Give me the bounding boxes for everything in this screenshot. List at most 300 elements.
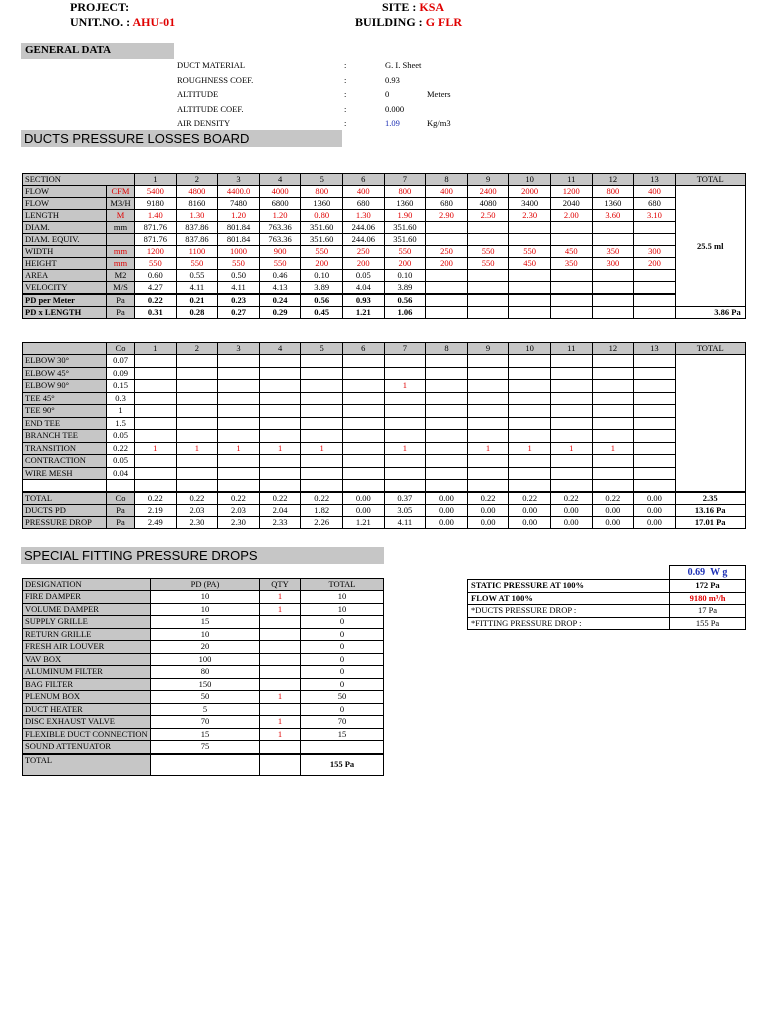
fitting-total-row <box>23 505 746 517</box>
fitting-co: 0.04 <box>107 467 135 480</box>
fitting-cell <box>301 392 343 405</box>
row-unit: Pa <box>107 307 135 319</box>
row-cell: 871.76 <box>135 234 177 246</box>
row-cell <box>426 222 468 234</box>
section-col-header: 11 <box>550 174 592 186</box>
fitting-total-cell: 0.00 <box>592 505 634 517</box>
row-cell: 300 <box>592 258 634 270</box>
row-cell: 244.06 <box>342 222 384 234</box>
special-fittings-table <box>22 578 384 776</box>
fitting-total-cell: 0.00 <box>426 492 468 505</box>
row-cell: 837.86 <box>176 234 218 246</box>
special-pd: 70 <box>151 716 260 729</box>
fitting-cell <box>135 405 177 418</box>
row-cell: 1.21 <box>342 307 384 319</box>
special-total: 0 <box>301 616 384 629</box>
fitting-cell <box>301 417 343 430</box>
row-label: VELOCITY <box>23 282 107 295</box>
row-cell: 801.84 <box>218 234 260 246</box>
row-cell: 400 <box>342 186 384 198</box>
fitting-total-cell: 4.11 <box>384 517 426 529</box>
ducts-row <box>23 282 746 295</box>
special-pd: 50 <box>151 691 260 704</box>
fitting-total-cell: 0.22 <box>301 492 343 505</box>
fitting-co: 1.5 <box>107 417 135 430</box>
fitting-row <box>23 467 746 480</box>
ducts-title-bar <box>21 130 342 147</box>
row-unit: M3/H <box>107 198 135 210</box>
row-cell: 1200 <box>550 186 592 198</box>
fitting-cell <box>550 405 592 418</box>
row-cell: 801.84 <box>218 222 260 234</box>
special-total: 0 <box>301 678 384 691</box>
fitting-label: TRANSITION <box>23 442 107 455</box>
designation-header: DESIGNATION <box>23 579 151 591</box>
row-cell: 1360 <box>592 198 634 210</box>
fitting-col-header: 13 <box>634 343 676 355</box>
ducts-row <box>23 234 746 246</box>
special-qty <box>260 678 301 691</box>
fitting-cell <box>592 430 634 443</box>
row-cell <box>550 234 592 246</box>
total-length: 25.5 ml <box>675 186 745 307</box>
row-cell <box>467 282 509 295</box>
special-qty: 1 <box>260 691 301 704</box>
fitting-cell <box>384 392 426 405</box>
fitting-cell <box>509 380 551 393</box>
fitting-cell: 1 <box>259 442 301 455</box>
fitting-cell <box>550 380 592 393</box>
general-row-sep: : <box>344 118 347 128</box>
fitting-cell <box>467 430 509 443</box>
row-cell: 1.20 <box>218 210 260 222</box>
row-cell: 0.80 <box>301 210 343 222</box>
row-unit: M2 <box>107 270 135 282</box>
special-total: 0 <box>301 666 384 679</box>
fitting-cell <box>384 455 426 468</box>
row-cell: 0.05 <box>342 270 384 282</box>
fitting-cell <box>259 380 301 393</box>
fitting-total-cell: 0.22 <box>218 492 260 505</box>
row-cell: 3400 <box>509 198 551 210</box>
special-qty: 1 <box>260 716 301 729</box>
fitting-cell <box>550 455 592 468</box>
row-cell <box>592 282 634 295</box>
fitting-cell <box>384 430 426 443</box>
row-unit <box>107 234 135 246</box>
fitting-total-header: TOTAL <box>675 343 745 355</box>
fitting-label: BRANCH TEE <box>23 430 107 443</box>
fitting-cell <box>342 467 384 480</box>
fitting-cell <box>634 355 676 368</box>
row-cell: 200 <box>301 258 343 270</box>
special-name: SOUND ATTENUATOR <box>23 741 151 754</box>
special-row <box>23 653 384 666</box>
ducts-table <box>22 173 746 319</box>
row-label: HEIGHT <box>23 258 107 270</box>
fitting-cell <box>634 367 676 380</box>
row-cell <box>550 270 592 282</box>
section-col-header: 2 <box>176 174 218 186</box>
fitting-cell <box>342 417 384 430</box>
special-pd: 10 <box>151 591 260 604</box>
special-qty: 1 <box>260 603 301 616</box>
summary-value: 17 Pa <box>670 605 746 618</box>
row-cell: 763.36 <box>259 222 301 234</box>
total-pd: 3.86 Pa <box>675 307 745 319</box>
fitting-cell <box>426 367 468 380</box>
row-label: AREA <box>23 270 107 282</box>
special-row <box>23 666 384 679</box>
fitting-cell <box>218 355 260 368</box>
row-cell <box>509 294 551 307</box>
spacer-cell <box>592 480 634 493</box>
fitting-total-value: 17.01 Pa <box>675 517 745 529</box>
fitting-total-cell: 1.82 <box>301 505 343 517</box>
summary-wg-blank <box>468 566 670 580</box>
fitting-cell <box>176 405 218 418</box>
fitting-label: WIRE MESH <box>23 467 107 480</box>
spacer-cell <box>23 480 107 493</box>
general-row-unit: Meters <box>427 89 451 99</box>
spacer-cell <box>634 480 676 493</box>
fitting-total-blank <box>675 355 745 493</box>
building-label-text: BUILDING : <box>355 15 423 29</box>
row-cell <box>426 270 468 282</box>
row-cell: 0.23 <box>218 294 260 307</box>
fitting-cell <box>176 467 218 480</box>
row-cell: 300 <box>634 246 676 258</box>
fitting-cell <box>301 405 343 418</box>
fitting-cell <box>301 455 343 468</box>
fitting-spacer-row <box>23 480 746 493</box>
special-row <box>23 616 384 629</box>
fitting-cell <box>634 455 676 468</box>
general-row-label: ALTITUDE <box>177 89 219 99</box>
row-cell: 9180 <box>135 198 177 210</box>
summary-label: *FITTING PRESSURE DROP : <box>468 617 670 630</box>
fitting-total-cell: 0.22 <box>592 492 634 505</box>
total-header: TOTAL <box>301 579 384 591</box>
fitting-cell <box>426 467 468 480</box>
summary-row <box>468 617 746 630</box>
special-pd: 15 <box>151 728 260 741</box>
row-label: PD x LENGTH <box>23 307 107 319</box>
special-qty: 1 <box>260 728 301 741</box>
summary-table <box>467 565 746 630</box>
fitting-label: CONTRACTION <box>23 455 107 468</box>
fitting-cell <box>301 367 343 380</box>
fitting-total-value: 13.16 Pa <box>675 505 745 517</box>
row-unit: M <box>107 210 135 222</box>
summary-row <box>468 605 746 618</box>
fitting-col-header: 9 <box>467 343 509 355</box>
fitting-cell: 1 <box>467 442 509 455</box>
total-col-header: TOTAL <box>675 174 745 186</box>
general-row-value: 0.93 <box>385 74 400 85</box>
fitting-row <box>23 355 746 368</box>
general-row <box>0 60 768 74</box>
fitting-total-cell: 3.05 <box>384 505 426 517</box>
fitting-total-cell: 1.21 <box>342 517 384 529</box>
section-col-header: 10 <box>509 174 551 186</box>
ducts-row <box>23 210 746 222</box>
row-cell: 2.50 <box>467 210 509 222</box>
fitting-total-cell: 0.00 <box>509 505 551 517</box>
special-pd: 20 <box>151 641 260 654</box>
row-cell: 2.30 <box>509 210 551 222</box>
general-row-value: 0.000 <box>385 103 405 114</box>
special-row <box>23 691 384 704</box>
fitting-co: 0.09 <box>107 367 135 380</box>
spacer-cell <box>467 480 509 493</box>
special-name: DUCT HEATER <box>23 703 151 716</box>
section-col-header: 13 <box>634 174 676 186</box>
row-cell: 0.28 <box>176 307 218 319</box>
building-label <box>355 15 462 30</box>
co-header: Co <box>107 343 135 355</box>
row-cell: 1.30 <box>342 210 384 222</box>
row-cell: 351.60 <box>301 234 343 246</box>
row-cell: 550 <box>176 258 218 270</box>
row-unit: mm <box>107 246 135 258</box>
special-name: SUPPLY GRILLE <box>23 616 151 629</box>
wg-value: 0.69 <box>687 567 706 578</box>
row-cell: 200 <box>426 258 468 270</box>
row-cell: 0.21 <box>176 294 218 307</box>
fitting-cell <box>135 392 177 405</box>
row-cell: 4.11 <box>218 282 260 295</box>
row-cell: 3.89 <box>301 282 343 295</box>
row-cell: 1100 <box>176 246 218 258</box>
fitting-total-cell: 2.30 <box>176 517 218 529</box>
special-total-label: TOTAL <box>23 754 151 776</box>
fitting-col-header: 11 <box>550 343 592 355</box>
fitting-co: 1 <box>107 405 135 418</box>
fitting-cell <box>135 380 177 393</box>
row-cell: 871.76 <box>135 222 177 234</box>
fitting-row <box>23 392 746 405</box>
building-value: G FLR <box>425 15 463 29</box>
fitting-cell <box>509 467 551 480</box>
row-cell: 4.27 <box>135 282 177 295</box>
fitting-cell <box>384 355 426 368</box>
fitting-col-header: 6 <box>342 343 384 355</box>
ducts-row <box>23 246 746 258</box>
ducts-row <box>23 307 746 319</box>
row-cell: 550 <box>301 246 343 258</box>
spacer-cell <box>176 480 218 493</box>
row-cell: 1.30 <box>176 210 218 222</box>
row-label: PD per Meter <box>23 294 107 307</box>
special-total: 15 <box>301 728 384 741</box>
fitting-cell <box>384 417 426 430</box>
summary-label: STATIC PRESSURE AT 100% <box>468 580 670 593</box>
fitting-total-cell: 2.03 <box>218 505 260 517</box>
fitting-cell <box>176 355 218 368</box>
fitting-total-cell: 0.22 <box>509 492 551 505</box>
row-cell <box>634 282 676 295</box>
fitting-cell <box>342 442 384 455</box>
section-col-header: 3 <box>218 174 260 186</box>
section-col-header: 9 <box>467 174 509 186</box>
row-cell: 0.45 <box>301 307 343 319</box>
row-cell: 0.50 <box>218 270 260 282</box>
row-cell <box>550 294 592 307</box>
special-pd: 10 <box>151 603 260 616</box>
fitting-total-cell: 2.04 <box>259 505 301 517</box>
fitting-cell <box>301 467 343 480</box>
fittings-table <box>22 342 746 529</box>
summary-wg-cell <box>670 566 746 580</box>
row-cell <box>550 222 592 234</box>
row-cell: 8160 <box>176 198 218 210</box>
row-cell <box>426 234 468 246</box>
ducts-title: DUCTS PRESSURE LOSSES BOARD <box>24 131 250 146</box>
row-cell: 244.06 <box>342 234 384 246</box>
row-cell: 680 <box>342 198 384 210</box>
fitting-total-cell: 0.00 <box>426 505 468 517</box>
row-cell <box>634 234 676 246</box>
row-cell: 0.56 <box>301 294 343 307</box>
special-total: 0 <box>301 653 384 666</box>
fitting-total-cell: 0.00 <box>342 492 384 505</box>
special-row <box>23 641 384 654</box>
row-cell: 0.10 <box>384 270 426 282</box>
row-cell: 5400 <box>135 186 177 198</box>
fitting-co: 0.3 <box>107 392 135 405</box>
ducts-header-row <box>23 174 746 186</box>
fitting-row <box>23 405 746 418</box>
row-cell: 200 <box>384 258 426 270</box>
row-cell <box>467 270 509 282</box>
fitting-total-cell: 0.00 <box>426 517 468 529</box>
fitting-cell <box>467 467 509 480</box>
fitting-co: 0.22 <box>107 442 135 455</box>
row-cell: 763.36 <box>259 234 301 246</box>
fitting-col-header: 1 <box>135 343 177 355</box>
general-row-label: DUCT MATERIAL <box>177 60 246 70</box>
ducts-row <box>23 294 746 307</box>
special-row <box>23 728 384 741</box>
fitting-cell <box>509 430 551 443</box>
fitting-cell <box>634 405 676 418</box>
fitting-col-header: 10 <box>509 343 551 355</box>
fitting-cell <box>259 405 301 418</box>
row-cell: 4400.0 <box>218 186 260 198</box>
fitting-total-cell: 2.30 <box>218 517 260 529</box>
fittings-header-row <box>23 343 746 355</box>
row-cell: 4080 <box>467 198 509 210</box>
special-pd: 15 <box>151 616 260 629</box>
fitting-col-header: 2 <box>176 343 218 355</box>
fitting-cell <box>384 367 426 380</box>
row-cell: 351.60 <box>301 222 343 234</box>
fitting-cell <box>259 355 301 368</box>
row-cell: 1.06 <box>384 307 426 319</box>
special-qty <box>260 641 301 654</box>
general-data-title: GENERAL DATA <box>25 44 112 56</box>
fitting-cell <box>176 430 218 443</box>
special-row <box>23 678 384 691</box>
fitting-cell <box>592 417 634 430</box>
special-title: SPECIAL FITTING PRESSURE DROPS <box>24 548 258 563</box>
special-row <box>23 741 384 754</box>
special-name: FIRE DAMPER <box>23 591 151 604</box>
ducts-row <box>23 198 746 210</box>
unit-value: AHU-01 <box>132 15 176 29</box>
fitting-cell <box>301 380 343 393</box>
row-cell: 250 <box>342 246 384 258</box>
row-label: WIDTH <box>23 246 107 258</box>
fitting-cell <box>342 380 384 393</box>
fitting-cell <box>259 455 301 468</box>
fitting-cell <box>550 355 592 368</box>
fitting-total-cell: 0.00 <box>467 505 509 517</box>
row-cell: 450 <box>509 258 551 270</box>
special-total: 50 <box>301 691 384 704</box>
row-cell: 0.31 <box>135 307 177 319</box>
summary-row <box>468 580 746 593</box>
spacer-cell <box>107 480 135 493</box>
fitting-cell <box>426 417 468 430</box>
row-cell: 3.60 <box>592 210 634 222</box>
section-col-header: 5 <box>301 174 343 186</box>
fitting-cell <box>509 417 551 430</box>
fitting-cell <box>176 455 218 468</box>
fitting-cell <box>509 405 551 418</box>
fitting-total-value: 2.35 <box>675 492 745 505</box>
section-col-header: 8 <box>426 174 468 186</box>
special-row <box>23 703 384 716</box>
spacer-cell <box>426 480 468 493</box>
row-cell: 800 <box>301 186 343 198</box>
pd-header: PD (PA) <box>151 579 260 591</box>
row-cell: 550 <box>135 258 177 270</box>
fitting-cell <box>634 380 676 393</box>
general-row-label: AIR DENSITY <box>177 118 231 128</box>
row-label: FLOW <box>23 198 107 210</box>
row-cell: 6800 <box>259 198 301 210</box>
special-qty <box>260 741 301 754</box>
fitting-cell <box>634 417 676 430</box>
row-cell: 800 <box>384 186 426 198</box>
row-cell: 4.11 <box>176 282 218 295</box>
fitting-co: 0.15 <box>107 380 135 393</box>
fitting-cell <box>135 355 177 368</box>
fitting-cell <box>135 467 177 480</box>
fitting-col-header: 5 <box>301 343 343 355</box>
row-cell <box>467 222 509 234</box>
section-col-header: 6 <box>342 174 384 186</box>
general-row <box>0 89 768 103</box>
row-cell <box>467 307 509 319</box>
general-row-sep: : <box>344 74 347 85</box>
fitting-total-cell: 0.00 <box>509 517 551 529</box>
row-cell <box>634 294 676 307</box>
row-cell: 0.22 <box>135 294 177 307</box>
row-cell: 550 <box>384 246 426 258</box>
fitting-total-cell: 0.22 <box>176 492 218 505</box>
fitting-cell <box>259 417 301 430</box>
row-cell: 1000 <box>218 246 260 258</box>
row-cell <box>592 234 634 246</box>
row-cell: 4.13 <box>259 282 301 295</box>
fitting-cell <box>467 367 509 380</box>
fitting-total-row <box>23 492 746 505</box>
row-unit: mm <box>107 258 135 270</box>
fitting-col-header: 4 <box>259 343 301 355</box>
